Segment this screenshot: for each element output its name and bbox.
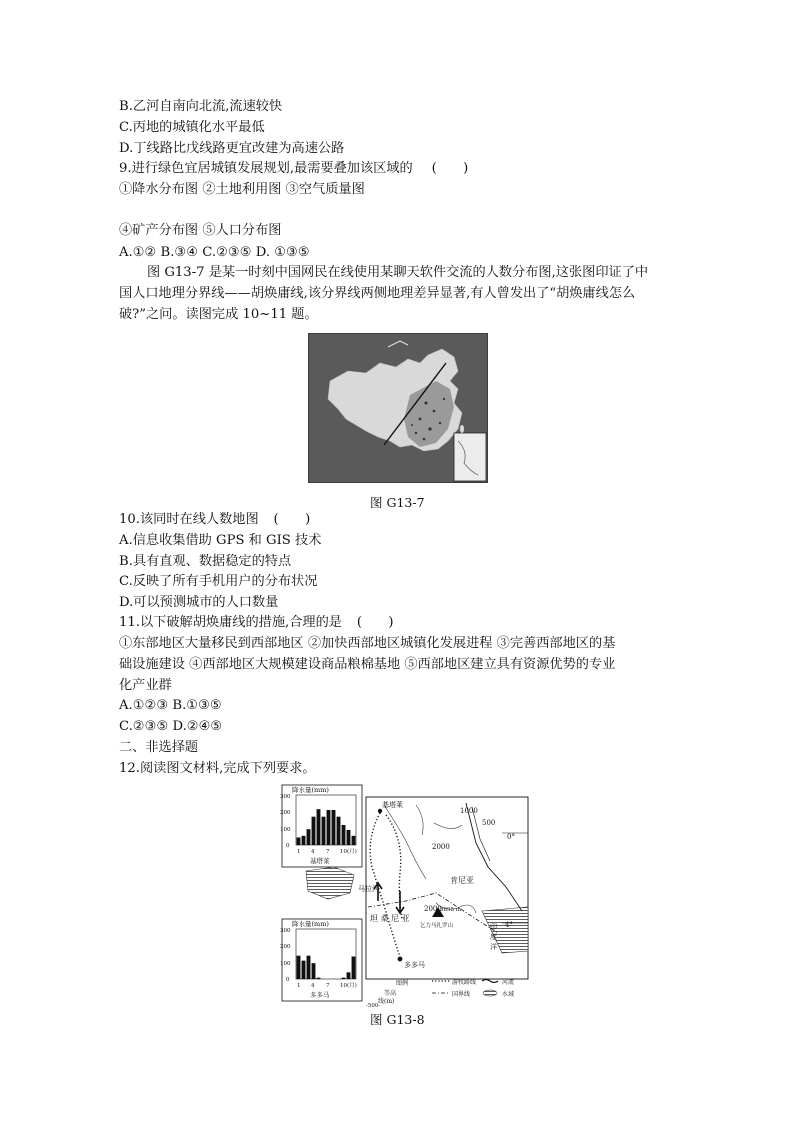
legend-contour-value: -500- bbox=[366, 1003, 381, 1009]
kitale-chart-title: 降水量(mm) bbox=[292, 786, 329, 794]
q10-option-b: B.具有直观、数据稳定的特点 bbox=[119, 554, 292, 569]
q10-option-a: A.信息收集借助 GPS 和 GIS 技术 bbox=[119, 533, 322, 548]
q8-option-c: C.丙地的城镇化水平最低 bbox=[119, 120, 265, 135]
kitale-bar-month-1 bbox=[297, 838, 301, 846]
dodoma-xtick-1: 1 bbox=[297, 983, 301, 989]
label-dodoma: 多多马 bbox=[404, 961, 425, 969]
legend-route: 游牧路线 bbox=[452, 979, 477, 986]
kitale-xtick-10: 10(月) bbox=[340, 849, 357, 855]
legend-border: 国界线 bbox=[452, 991, 471, 998]
dodoma-bar-month-11 bbox=[347, 972, 351, 979]
legend-lake: 水域 bbox=[502, 991, 515, 998]
q11-items-line3: 化产业群 bbox=[119, 678, 172, 693]
q9-items-line1: ①降水分布图 ②土地利用图 ③空气质量图 bbox=[119, 182, 365, 197]
legend-contour-label: 等高线(m) bbox=[378, 990, 397, 1005]
legend-lake-symbol bbox=[483, 990, 497, 996]
label-contour-2000b: 2000 bbox=[424, 905, 442, 913]
kitale-ytick-100: 100 bbox=[280, 827, 291, 833]
label-peak-elevation: 5895 m bbox=[440, 907, 461, 913]
map-legend bbox=[366, 978, 514, 1009]
kitale-xtick-1: 1 bbox=[297, 849, 301, 855]
q11-stem-text: 11.以下破解胡焕庸线的措施,合理的是 bbox=[119, 615, 342, 630]
lake-victoria bbox=[306, 867, 354, 899]
label-lat-4: 4° bbox=[505, 921, 513, 929]
dodoma-bar-month-10 bbox=[342, 978, 346, 979]
label-kilimanjaro: 乞力马扎罗山 bbox=[420, 923, 454, 929]
label-indian-ocean-1: 印 bbox=[490, 923, 497, 931]
kitale-bar-month-2 bbox=[302, 836, 306, 845]
kitale-bar-month-6 bbox=[322, 817, 326, 845]
legend-river-symbol bbox=[482, 980, 498, 983]
kitale-bar-month-8 bbox=[332, 810, 336, 845]
kitale-point bbox=[378, 809, 382, 813]
q8-option-d: D.丁线路比戊线路更宜改建为高速公路 bbox=[119, 141, 345, 156]
q11-choices-cd: C.②③⑤ D.②④⑤ bbox=[119, 719, 223, 734]
dodoma-bar-month-2 bbox=[302, 961, 306, 979]
kitale-bar-month-3 bbox=[307, 829, 311, 845]
section-title: 二、非选择题 bbox=[119, 740, 199, 755]
kitale-precip-chart bbox=[280, 785, 362, 867]
dodoma-ytick-100: 100 bbox=[280, 961, 291, 967]
kitale-bar-month-12 bbox=[352, 836, 356, 845]
fig7-caption: 图 G13-7 bbox=[370, 495, 425, 510]
dodoma-xtick-4: 4 bbox=[311, 983, 315, 989]
legend-title: 图例 bbox=[396, 980, 409, 987]
kitale-ytick-0: 0 bbox=[286, 843, 290, 849]
q9-items-line2: ④矿产分布图 ⑤人口分布图 bbox=[119, 223, 282, 238]
label-contour-2000a: 2000 bbox=[432, 843, 450, 851]
dodoma-chart-title: 降水量(mm) bbox=[292, 920, 329, 928]
label-kitale: 基塔莱 bbox=[382, 801, 403, 809]
kitale-bar-month-5 bbox=[317, 809, 321, 845]
q11-items-line1: ①东部地区大量移民到西部地区 ②加快西部地区城镇化发展进程 ③完善西部地区的基 bbox=[119, 636, 616, 651]
kitale-bar-month-4 bbox=[312, 817, 316, 845]
kitale-bar-month-11 bbox=[347, 830, 351, 845]
label-indian-ocean-2: 度 bbox=[490, 933, 497, 941]
dodoma-bar-month-1 bbox=[297, 956, 301, 979]
q9-stem-text: 9.进行绿色宜居城镇发展规划,最需要叠加该区域的 bbox=[119, 161, 413, 176]
q10-option-d: D.可以预测城市的人口数量 bbox=[119, 595, 279, 610]
legend-river: 河流 bbox=[502, 979, 515, 986]
label-mara-river: 马拉河 bbox=[358, 885, 379, 893]
kitale-bar-month-7 bbox=[327, 810, 331, 845]
dodoma-ytick-200: 200 bbox=[280, 944, 291, 950]
dodoma-ytick-0: 0 bbox=[286, 977, 290, 983]
label-lat-0: 0° bbox=[507, 833, 515, 841]
kitale-ytick-200: 200 bbox=[280, 810, 291, 816]
q9-answer-paren: ( ) bbox=[431, 161, 469, 176]
q11-items-line2: 础设施建设 ④西部地区大规模建设商品粮棉基地 ⑤西部地区建立具有资源优势的专业 bbox=[119, 657, 616, 672]
kitale-ytick-300: 300 bbox=[280, 794, 291, 800]
q8-option-b: B.乙河自南向北流,流速较快 bbox=[119, 99, 283, 114]
dodoma-station-name: 多多马 bbox=[310, 991, 330, 999]
kitale-xtick-7: 7 bbox=[326, 849, 330, 855]
kitale-xtick-4: 4 bbox=[311, 849, 315, 855]
intro-line3: 破?”之问。读图完成 10~11 题。 bbox=[119, 307, 318, 322]
east-africa-map bbox=[276, 783, 532, 1009]
intro-line2: 国人口地理分界线——胡焕庸线,该分界线两侧地理差异显著,有人曾发出了“胡焕庸线怎么 bbox=[119, 286, 636, 301]
kitale-bar-month-10 bbox=[342, 825, 346, 845]
dodoma-bar-month-12 bbox=[352, 957, 356, 980]
label-tanzania: 坦 桑 尼 亚 bbox=[370, 914, 410, 923]
fig8-caption: 图 G13-8 bbox=[370, 1012, 425, 1027]
dodoma-point bbox=[398, 957, 403, 962]
label-indian-ocean-3: 洋 bbox=[490, 943, 497, 951]
q10-stem bbox=[119, 511, 311, 529]
dodoma-xtick-10: 10(月) bbox=[340, 983, 357, 989]
q11-answer-paren: ( ) bbox=[356, 615, 394, 630]
kitale-bar-month-9 bbox=[337, 817, 341, 845]
label-kenya: 肯尼亚 bbox=[450, 876, 474, 885]
intro-line1: 图 G13-7 是某一时刻中国网民在线使用某聊天软件交流的人数分布图,这张图印证了中 bbox=[147, 265, 649, 280]
q10-stem-text: 10.该同时在线人数地图 bbox=[119, 512, 259, 527]
label-contour-500: 500 bbox=[482, 819, 496, 827]
q11-stem bbox=[119, 614, 394, 632]
kitale-station-name: 基塔莱 bbox=[310, 857, 330, 865]
q10-option-c: C.反映了所有手机用户的分布状况 bbox=[119, 574, 318, 589]
south-china-sea-inset bbox=[454, 433, 486, 481]
dodoma-ytick-300: 300 bbox=[280, 928, 291, 934]
q9-stem bbox=[119, 160, 469, 178]
q12-stem: 12.阅读图文材料,完成下列要求。 bbox=[119, 761, 316, 776]
dodoma-bar-month-3 bbox=[307, 956, 311, 979]
dodoma-bar-month-5 bbox=[317, 978, 321, 979]
dodoma-bar-month-4 bbox=[312, 963, 316, 979]
q9-choices: A.①② B.③④ C.②③⑤ D. ①③⑤ bbox=[119, 245, 310, 260]
label-contour-1000: 1000 bbox=[460, 807, 478, 815]
dodoma-xtick-7: 7 bbox=[326, 983, 330, 989]
dodoma-precip-chart bbox=[280, 919, 362, 1001]
q10-answer-paren: ( ) bbox=[273, 512, 311, 527]
china-online-map bbox=[308, 333, 488, 483]
q11-choices-ab: A.①②③ B.①③⑤ bbox=[119, 698, 222, 713]
